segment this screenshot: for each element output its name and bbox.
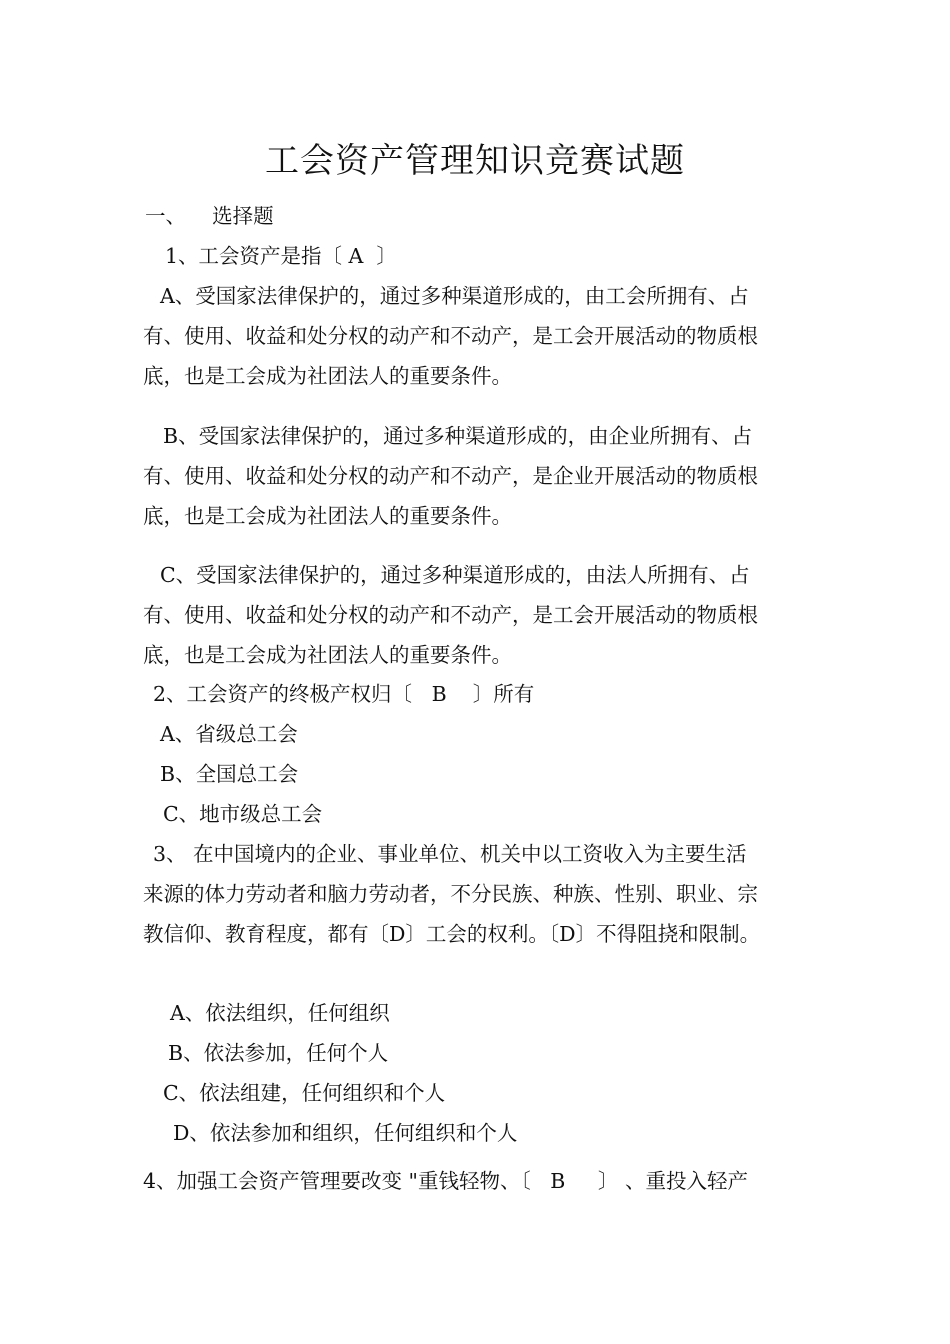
question-3-option-a: A、依法组织，任何组织	[170, 1001, 390, 1025]
question-3-stem-line-1: 3、 在中国境内的企业、事业单位、机关中以工资收入为主要生活	[153, 842, 747, 866]
question-2-option-c: C、地市级总工会	[163, 802, 323, 826]
question-1-option-b-line-1: B、受国家法律保护的，通过多种渠道形成的，由企业所拥有、占	[163, 424, 753, 448]
question-4-stem: 4、加强工会资产管理要改变 "重钱轻物、〔 B 〕 、重投入轻产	[143, 1169, 748, 1193]
question-2-stem: 2、工会资产的终极产权归〔 B 〕所有	[153, 682, 535, 706]
question-3-option-b: B、依法参加，任何个人	[168, 1041, 389, 1065]
section-heading: 一、 选择题	[145, 204, 274, 228]
question-2-option-a: A、省级总工会	[160, 722, 298, 746]
question-1-option-a-line-2: 有、使用、收益和处分权的动产和不动产，是工会开展活动的物质根	[143, 324, 758, 348]
question-1-option-c-line-1: C、受国家法律保护的，通过多种渠道形成的，由法人所拥有、占	[160, 563, 750, 587]
question-3-stem-line-3: 教信仰、教育程度，都有〔D〕工会的权利。〔D〕不得阻挠和限制。	[143, 922, 761, 946]
question-1-option-b-line-2: 有、使用、收益和处分权的动产和不动产，是企业开展活动的物质根	[143, 464, 758, 488]
question-1-option-b-line-3: 底，也是工会成为社团法人的重要条件。	[143, 504, 512, 528]
question-3-option-c: C、依法组建，任何组织和个人	[163, 1081, 446, 1105]
question-1-option-a-line-3: 底，也是工会成为社团法人的重要条件。	[143, 364, 512, 388]
document-title: 工会资产管理知识竞赛试题	[265, 141, 685, 181]
question-1-stem: 1、工会资产是指〔 A 〕	[165, 244, 397, 268]
question-1-option-c-line-3: 底，也是工会成为社团法人的重要条件。	[143, 643, 512, 667]
question-1-option-c-line-2: 有、使用、收益和处分权的动产和不动产，是工会开展活动的物质根	[143, 603, 758, 627]
question-1-option-a-line-1: A、受国家法律保护的，通过多种渠道形成的，由工会所拥有、占	[160, 284, 749, 308]
question-2-option-b: B、全国总工会	[160, 762, 299, 786]
question-3-stem-line-2: 来源的体力劳动者和脑力劳动者，不分民族、种族、性别、职业、宗	[143, 882, 758, 906]
question-3-option-d: D、依法参加和组织，任何组织和个人	[173, 1121, 518, 1145]
